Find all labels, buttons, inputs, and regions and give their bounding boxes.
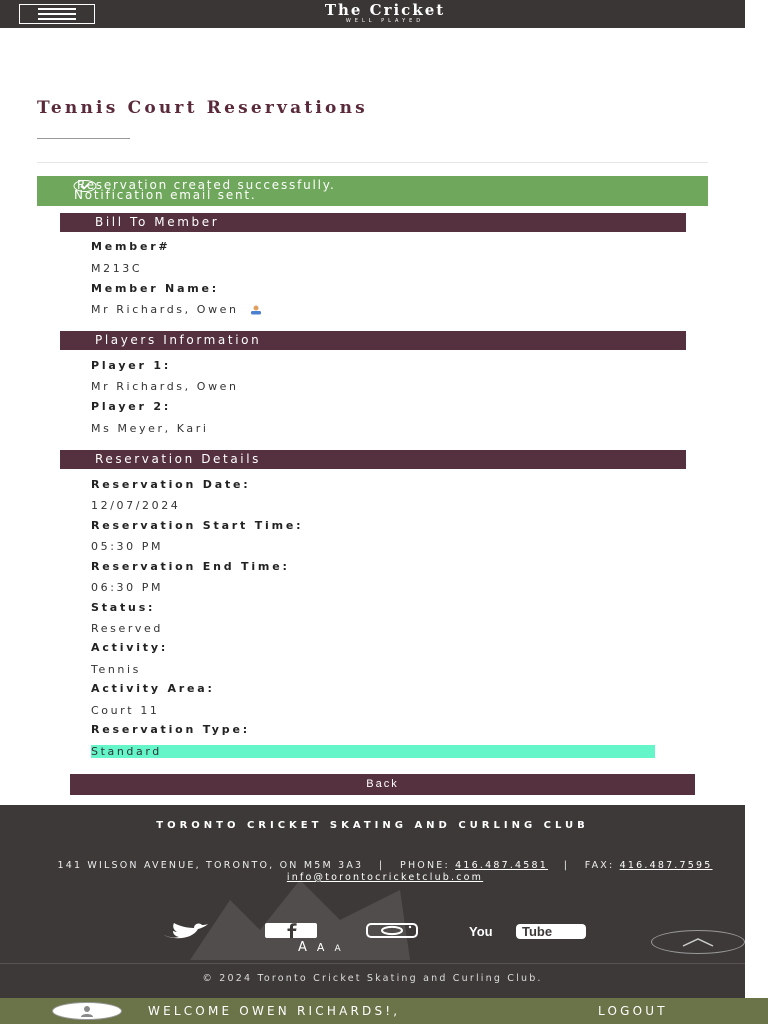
reservation-date-value: 12/07/2024 <box>91 499 181 512</box>
player2-label: Player 2: <box>91 400 172 413</box>
club-contact <box>40 860 730 884</box>
back-button[interactable]: Back <box>70 774 695 795</box>
text-size-medium[interactable]: A <box>316 941 335 954</box>
player2-value: Ms Meyer, Kari <box>91 422 209 435</box>
reservation-type-row <box>91 745 655 758</box>
end-time-value: 06:30 PM <box>91 581 164 594</box>
member-number-label: Member# <box>91 240 171 253</box>
menu-bar <box>38 13 76 15</box>
text-size-controls <box>298 940 351 955</box>
activity-value: Tennis <box>91 663 141 676</box>
user-bar <box>0 998 768 1024</box>
separator: | <box>553 860 580 871</box>
status-label: Status: <box>91 601 156 614</box>
twitter-icon[interactable] <box>162 923 214 945</box>
check-icon <box>73 180 97 192</box>
member-name-label: Member Name: <box>91 282 220 295</box>
text-size-small[interactable]: A <box>334 944 351 954</box>
youtube-icon[interactable] <box>468 924 586 943</box>
avatar[interactable] <box>52 1002 122 1020</box>
activity-area-value: Court 11 <box>91 704 160 717</box>
reservation-date-label: Reservation Date: <box>91 478 251 491</box>
club-address: 141 WILSON AVENUE, TORONTO, ON M5M 3A3 <box>57 860 364 871</box>
hamburger-menu-button[interactable] <box>19 4 95 24</box>
logout-link[interactable]: LOGOUT <box>598 1004 668 1018</box>
success-alert <box>37 176 708 206</box>
reservation-type-value: Standard <box>91 745 655 758</box>
title-divider <box>37 162 708 163</box>
member-name-value: Mr Richards, Owen <box>91 303 239 316</box>
menu-bar <box>38 18 76 20</box>
menu-bar <box>38 8 76 10</box>
alert-line2: Notification email sent. <box>74 188 257 202</box>
phone-label: PHONE: <box>400 860 450 871</box>
players-information-heading: Players Information <box>60 331 686 350</box>
logo-tagline: WELL PLAYED <box>345 18 425 24</box>
site-logo[interactable] <box>250 3 520 24</box>
copyright-text: © 2024 Toronto Cricket Skating and Curling Club. <box>202 973 543 984</box>
contact-line <box>40 860 730 872</box>
scroll-to-top-button[interactable] <box>651 930 745 954</box>
reservation-type-label: Reservation Type: <box>91 723 250 736</box>
email-line <box>40 872 730 884</box>
club-name: TORONTO CRICKET SKATING AND CURLING CLUB <box>156 820 589 831</box>
activity-label: Activity: <box>91 641 169 654</box>
welcome-message: WELCOME OWEN RICHARDS!, <box>148 1004 401 1018</box>
email-link[interactable]: info@torontocricketclub.com <box>286 872 484 883</box>
instagram-icon[interactable] <box>366 923 418 942</box>
youtube-tube-text: Tube <box>522 924 553 939</box>
person-icon <box>249 305 263 315</box>
alert-line1: Reservation created successfully. <box>77 178 336 192</box>
member-name-row <box>91 303 263 316</box>
end-time-label: Reservation End Time: <box>91 560 290 573</box>
user-icon <box>79 1005 95 1017</box>
reservation-details-heading: Reservation Details <box>60 450 686 469</box>
footer-divider <box>0 963 745 964</box>
member-number-value: M213C <box>91 262 143 275</box>
start-time-value: 05:30 PM <box>91 540 164 553</box>
player1-value: Mr Richards, Owen <box>91 380 239 393</box>
site-header <box>0 0 745 28</box>
text-size-large[interactable]: A <box>298 940 317 955</box>
start-time-label: Reservation Start Time: <box>91 519 304 532</box>
fax-label: FAX: <box>584 860 615 871</box>
youtube-you-text: You <box>469 924 493 939</box>
player1-label: Player 1: <box>91 359 172 372</box>
phone-link[interactable]: 416.487.4581 <box>455 860 549 871</box>
chevron-up-icon <box>681 937 715 947</box>
logo-main-text: The Cricket <box>324 1 446 19</box>
social-links <box>160 923 590 943</box>
bill-to-member-heading: Bill To Member <box>60 213 686 232</box>
title-underline <box>37 138 130 139</box>
site-footer <box>0 805 745 998</box>
status-value: Reserved <box>91 622 163 635</box>
fax-link[interactable]: 416.487.7595 <box>619 860 713 871</box>
separator: | <box>368 860 395 871</box>
activity-area-label: Activity Area: <box>91 682 215 695</box>
page-title: Tennis Court Reservations <box>37 98 368 118</box>
